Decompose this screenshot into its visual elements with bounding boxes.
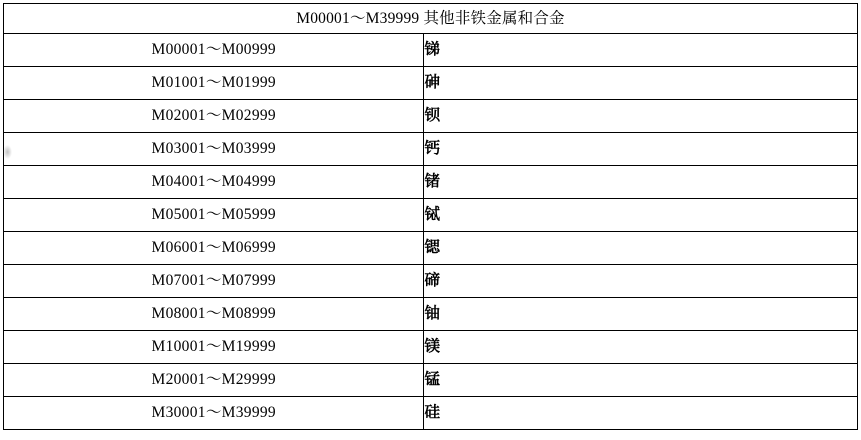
material-code-table [3,3,858,430]
code-range: M04001～M04999 [4,166,424,199]
code-range: M01001～M01999 [4,67,424,100]
table-row [4,397,858,430]
table-row [4,166,858,199]
table-row [4,199,858,232]
material-name: 铽 [424,199,858,232]
material-name: 硅 [424,397,858,430]
table-row [4,232,858,265]
code-range: M07001～M07999 [4,265,424,298]
table-row [4,67,858,100]
table-row [4,265,858,298]
table-title: M00001～M39999 其他非铁金属和合金 [4,4,858,34]
material-name: 铀 [424,298,858,331]
code-range: M20001～M29999 [4,364,424,397]
material-name: 镁 [424,331,858,364]
table-row [4,100,858,133]
material-name: 锰 [424,364,858,397]
material-name: 锑 [424,34,858,67]
table-row [4,133,858,166]
code-range: M08001～M08999 [4,298,424,331]
material-name: 钙 [424,133,858,166]
code-range: M03001～M03999 [4,133,424,166]
table-row [4,331,858,364]
table-header-row [4,4,858,34]
material-name: 锶 [424,232,858,265]
table-body [4,4,858,430]
code-range: M02001～M02999 [4,100,424,133]
table-row [4,364,858,397]
table-row [4,298,858,331]
table-row [4,34,858,67]
code-range: M05001～M05999 [4,199,424,232]
material-name: 碲 [424,265,858,298]
code-range: M30001～M39999 [4,397,424,430]
document-page [0,3,861,440]
code-range: M10001～M19999 [4,331,424,364]
code-range: M00001～M00999 [4,34,424,67]
material-name: 钡 [424,100,858,133]
material-name: 砷 [424,67,858,100]
code-range: M06001～M06999 [4,232,424,265]
material-name: 锗 [424,166,858,199]
